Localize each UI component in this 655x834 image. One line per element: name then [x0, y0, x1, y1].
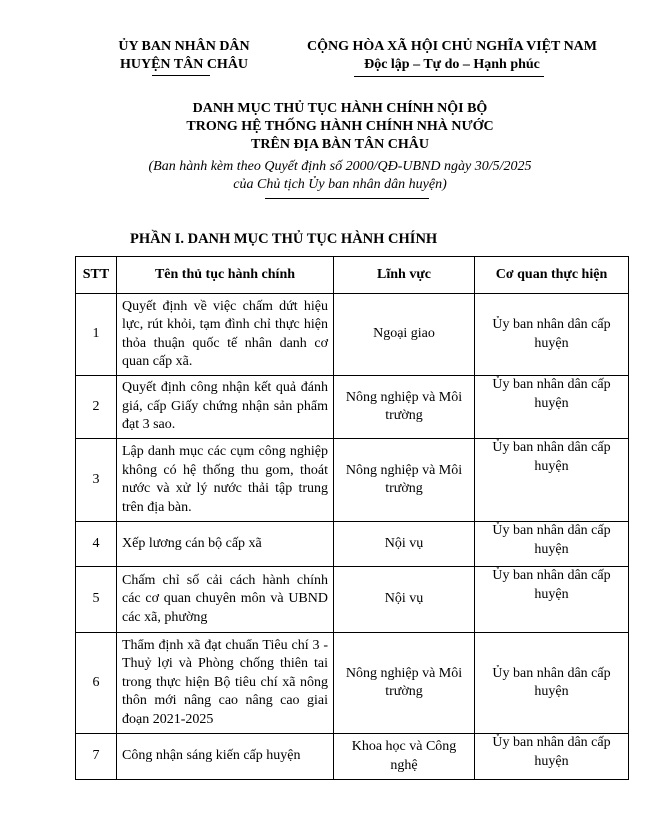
- issuer-line2: HUYỆN TÂN CHÂU: [119, 57, 249, 72]
- row-agency: Ủy ban nhân dân cấp huyện: [475, 567, 629, 633]
- row-field: Nông nghiệp và Môi trường: [334, 633, 475, 734]
- table-header-row: [76, 257, 629, 294]
- table-row: [76, 567, 629, 633]
- row-stt: 4: [76, 522, 117, 567]
- row-procedure-name: Công nhận sáng kiến cấp huyện: [117, 734, 334, 780]
- row-stt: 5: [76, 567, 117, 633]
- issuer-header: [100, 38, 268, 74]
- row-procedure-name: Xếp lương cán bộ cấp xã: [117, 522, 334, 567]
- row-field: Nông nghiệp và Môi trường: [334, 376, 475, 439]
- row-agency: Ủy ban nhân dân cấp huyện: [475, 522, 629, 567]
- issuer-line1: ỦY BAN NHÂN DÂN: [118, 39, 250, 54]
- national-line1: CỘNG HÒA XÃ HỘI CHỦ NGHĨA VIỆT NAM: [306, 39, 597, 54]
- row-procedure-name: Quyết định về việc chấm dứt hiệu lực, rút khỏi, tạm đình chỉ thực hiện thỏa thuận quốc tế nhân danh cơ quan cấp xã.: [117, 294, 334, 376]
- motto-underline: [354, 76, 544, 77]
- row-stt: 2: [76, 376, 117, 439]
- national-header: [282, 38, 622, 74]
- table-row: [76, 376, 629, 439]
- row-field: Nội vụ: [334, 522, 475, 567]
- table-row: [76, 439, 629, 522]
- row-agency: Ủy ban nhân dân cấp huyện: [475, 734, 629, 780]
- col-header-field: Lĩnh vực: [334, 257, 475, 294]
- row-stt: 6: [76, 633, 117, 734]
- section-heading: PHẦN I. DANH MỤC THỦ TỤC HÀNH CHÍNH: [130, 231, 438, 247]
- col-header-stt: STT: [76, 257, 117, 294]
- row-procedure-name: Quyết định công nhận kết quả đánh giá, cấp Giấy chứng nhận sản phẩm đạt 3 sao.: [117, 376, 334, 439]
- row-stt: 7: [76, 734, 117, 780]
- row-field: Khoa học và Công nghệ: [334, 734, 475, 780]
- row-agency: Ủy ban nhân dân cấp huyện: [475, 294, 629, 376]
- title-line1: DANH MỤC THỦ TỤC HÀNH CHÍNH NỘI BỘ: [192, 101, 488, 116]
- row-procedure-name: Chấm chỉ số cải cách hành chính các cơ quan chuyên môn và UBND các xã, phường: [117, 567, 334, 633]
- document-subtitle: [40, 158, 640, 194]
- issuer-underline: [152, 75, 210, 76]
- row-agency: Ủy ban nhân dân cấp huyện: [475, 439, 629, 522]
- subtitle-underline: [265, 198, 429, 199]
- national-motto: Độc lập – Tự do – Hạnh phúc: [364, 57, 540, 72]
- row-field: Ngoại giao: [334, 294, 475, 376]
- table-row: [76, 522, 629, 567]
- row-stt: 1: [76, 294, 117, 376]
- row-stt: 3: [76, 439, 117, 522]
- title-line2: TRONG HỆ THỐNG HÀNH CHÍNH NHÀ NƯỚC: [186, 119, 494, 134]
- procedure-table: [75, 256, 629, 780]
- document-title: [40, 100, 640, 154]
- col-header-name: Tên thủ tục hành chính: [117, 257, 334, 294]
- table-row: [76, 633, 629, 734]
- subtitle-line2: của Chủ tịch Ủy ban nhân dân huyện): [233, 177, 447, 192]
- row-procedure-name: Thẩm định xã đạt chuẩn Tiêu chí 3 - Thuỷ lợi và Phòng chống thiên tai trong thực hiện Bộ tiêu chí xã nông thôn mới nâng cao nâng cao giai đoạn 2021-2025: [117, 633, 334, 734]
- row-field: Nội vụ: [334, 567, 475, 633]
- title-line3: TRÊN ĐỊA BÀN TÂN CHÂU: [251, 137, 429, 152]
- col-header-agency: Cơ quan thực hiện: [475, 257, 629, 294]
- subtitle-line1: (Ban hành kèm theo Quyết định số 2000/QĐ-UBND ngày 30/5/2025: [148, 159, 532, 174]
- row-agency: Ủy ban nhân dân cấp huyện: [475, 376, 629, 439]
- row-procedure-name: Lập danh mục các cụm công nghiệp không có hệ thống thu gom, thoát nước và xử lý nước thải tập trung trên địa bàn.: [117, 439, 334, 522]
- table-row: [76, 734, 629, 780]
- table-row: [76, 294, 629, 376]
- row-agency: Ủy ban nhân dân cấp huyện: [475, 633, 629, 734]
- row-field: Nông nghiệp và Môi trường: [334, 439, 475, 522]
